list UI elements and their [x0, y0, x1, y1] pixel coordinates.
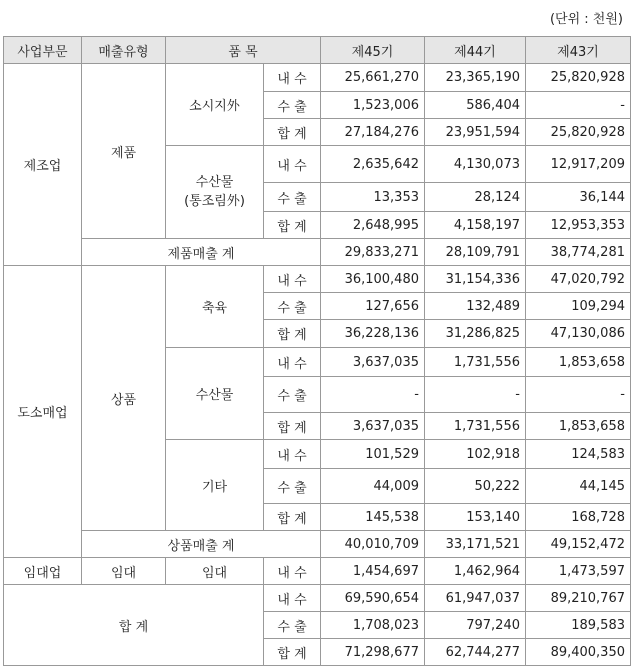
value-cell: 132,489	[425, 293, 526, 320]
value-cell: -	[321, 377, 425, 413]
value-cell: 1,454,697	[321, 558, 425, 585]
kind-cell: 합 계	[264, 504, 321, 531]
subtotal-label: 제품매출 계	[82, 239, 321, 266]
kind-cell: 내 수	[264, 146, 321, 183]
value-cell: 13,353	[321, 183, 425, 212]
value-cell: 28,124	[425, 183, 526, 212]
value-cell: 124,583	[526, 440, 631, 469]
value-cell: 12,953,353	[526, 212, 631, 239]
value-cell: 797,240	[425, 612, 526, 639]
value-cell: -	[526, 377, 631, 413]
value-cell: 12,917,209	[526, 146, 631, 183]
value-cell: 1,523,006	[321, 92, 425, 119]
kind-cell: 내 수	[264, 585, 321, 612]
value-cell: 1,731,556	[425, 413, 526, 440]
value-cell: 153,140	[425, 504, 526, 531]
header-period-43: 제43기	[526, 37, 631, 64]
value-cell: 29,833,271	[321, 239, 425, 266]
value-cell: 23,365,190	[425, 64, 526, 92]
item-name: 수산물	[195, 175, 234, 190]
value-cell: 31,286,825	[425, 320, 526, 348]
value-cell: 62,744,277	[425, 639, 526, 666]
value-cell: 1,462,964	[425, 558, 526, 585]
kind-cell: 내 수	[264, 440, 321, 469]
value-cell: 69,590,654	[321, 585, 425, 612]
kind-cell: 내 수	[264, 266, 321, 293]
kind-cell: 합 계	[264, 413, 321, 440]
value-cell: 23,951,594	[425, 119, 526, 146]
item-cell: 축육	[166, 266, 264, 348]
value-cell: 71,298,677	[321, 639, 425, 666]
unit-label: (단위 : 천원)	[549, 12, 623, 27]
subtotal-row	[4, 531, 631, 558]
sales-type-cell: 상품	[82, 266, 166, 531]
value-cell: -	[425, 377, 526, 413]
value-cell: 1,708,023	[321, 612, 425, 639]
value-cell: 102,918	[425, 440, 526, 469]
value-cell: 3,637,035	[321, 413, 425, 440]
value-cell: 3,637,035	[321, 348, 425, 377]
table-row	[4, 266, 631, 293]
item-subname: (통조림外)	[184, 194, 245, 209]
value-cell: 27,184,276	[321, 119, 425, 146]
value-cell: 28,109,791	[425, 239, 526, 266]
table-row	[4, 64, 631, 92]
value-cell: 31,154,336	[425, 266, 526, 293]
header-period-45: 제45기	[321, 37, 425, 64]
value-cell: 586,404	[425, 92, 526, 119]
kind-cell: 내 수	[264, 64, 321, 92]
value-cell: -	[526, 92, 631, 119]
value-cell: 109,294	[526, 293, 631, 320]
item-cell: 수산물	[166, 348, 264, 440]
subtotal-label: 상품매출 계	[82, 531, 321, 558]
kind-cell: 합 계	[264, 119, 321, 146]
value-cell: 189,583	[526, 612, 631, 639]
grand-total-row	[4, 585, 631, 612]
kind-cell: 수 출	[264, 377, 321, 413]
kind-cell: 수 출	[264, 469, 321, 504]
table-row	[4, 558, 631, 585]
value-cell: 1,473,597	[526, 558, 631, 585]
value-cell: 33,171,521	[425, 531, 526, 558]
segment-cell: 도소매업	[4, 266, 82, 558]
value-cell: 36,144	[526, 183, 631, 212]
value-cell: 4,130,073	[425, 146, 526, 183]
subtotal-row	[4, 239, 631, 266]
value-cell: 47,020,792	[526, 266, 631, 293]
segment-cell: 임대업	[4, 558, 82, 585]
header-row	[4, 37, 631, 64]
value-cell: 61,947,037	[425, 585, 526, 612]
value-cell: 44,145	[526, 469, 631, 504]
value-cell: 127,656	[321, 293, 425, 320]
kind-cell: 수 출	[264, 183, 321, 212]
item-cell: 임대	[166, 558, 264, 585]
value-cell: 2,635,642	[321, 146, 425, 183]
value-cell: 25,820,928	[526, 119, 631, 146]
kind-cell: 합 계	[264, 639, 321, 666]
value-cell: 40,010,709	[321, 531, 425, 558]
value-cell: 101,529	[321, 440, 425, 469]
kind-cell: 내 수	[264, 348, 321, 377]
header-segment: 사업부문	[4, 37, 82, 64]
kind-cell: 수 출	[264, 293, 321, 320]
value-cell: 50,222	[425, 469, 526, 504]
value-cell: 89,400,350	[526, 639, 631, 666]
value-cell: 4,158,197	[425, 212, 526, 239]
value-cell: 36,100,480	[321, 266, 425, 293]
item-cell: 소시지外	[166, 64, 264, 146]
value-cell: 89,210,767	[526, 585, 631, 612]
sales-type-cell: 제품	[82, 64, 166, 239]
header-period-44: 제44기	[425, 37, 526, 64]
kind-cell: 합 계	[264, 320, 321, 348]
value-cell: 2,648,995	[321, 212, 425, 239]
value-cell: 49,152,472	[526, 531, 631, 558]
sales-type-cell: 임대	[82, 558, 166, 585]
value-cell: 1,853,658	[526, 348, 631, 377]
value-cell: 1,853,658	[526, 413, 631, 440]
value-cell: 44,009	[321, 469, 425, 504]
grand-total-label: 합 계	[4, 585, 264, 666]
kind-cell: 수 출	[264, 92, 321, 119]
item-cell: 기타	[166, 440, 264, 531]
sales-table	[3, 36, 631, 666]
kind-cell: 합 계	[264, 212, 321, 239]
value-cell: 25,661,270	[321, 64, 425, 92]
item-cell	[166, 146, 264, 239]
segment-cell: 제조업	[4, 64, 82, 266]
value-cell: 47,130,086	[526, 320, 631, 348]
kind-cell: 내 수	[264, 558, 321, 585]
value-cell: 25,820,928	[526, 64, 631, 92]
value-cell: 36,228,136	[321, 320, 425, 348]
header-sales-type: 매출유형	[82, 37, 166, 64]
value-cell: 38,774,281	[526, 239, 631, 266]
kind-cell: 수 출	[264, 612, 321, 639]
value-cell: 1,731,556	[425, 348, 526, 377]
header-item: 품 목	[166, 37, 321, 64]
value-cell: 145,538	[321, 504, 425, 531]
value-cell: 168,728	[526, 504, 631, 531]
